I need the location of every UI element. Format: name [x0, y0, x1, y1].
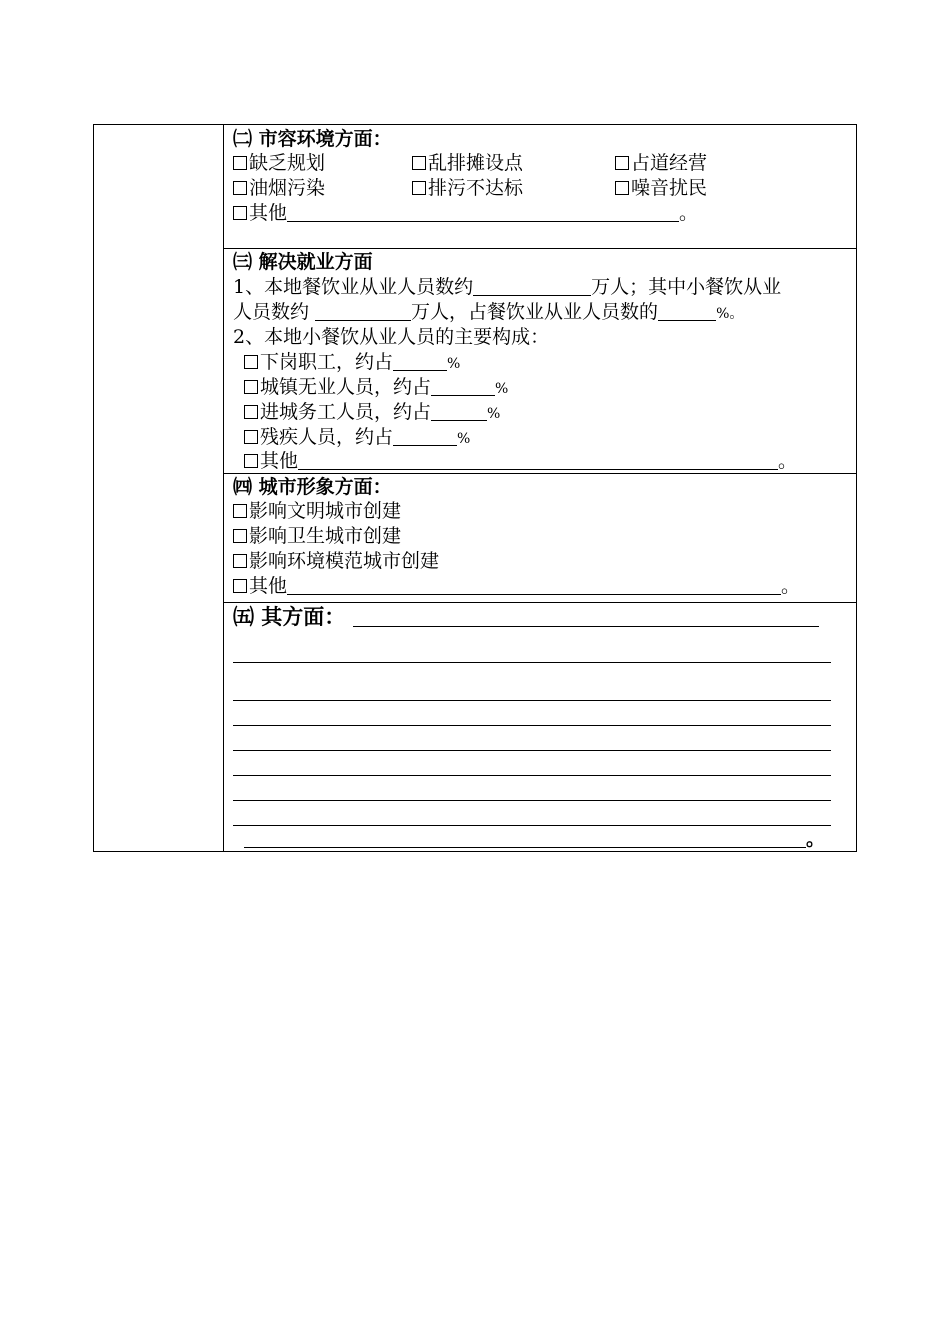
percent-blank[interactable]	[393, 352, 447, 371]
final-answer-line: 。	[244, 827, 850, 851]
checkbox-icon[interactable]	[233, 156, 247, 170]
other-blank-field[interactable]	[298, 451, 778, 470]
survey-form-table	[93, 124, 857, 852]
checkbox-icon[interactable]	[244, 454, 258, 468]
composition-item: 进城务工人员，约占 %	[244, 400, 850, 424]
section-city-image	[224, 474, 856, 603]
checkbox-icon[interactable]	[615, 156, 629, 170]
checkbox-option[interactable]: 油烟污染	[233, 176, 325, 200]
checkbox-icon[interactable]	[615, 181, 629, 195]
total-staff-blank[interactable]	[473, 277, 591, 296]
checkbox-icon[interactable]	[233, 206, 247, 220]
answer-line[interactable]	[233, 825, 831, 826]
answer-line[interactable]	[233, 662, 831, 663]
checkbox-icon[interactable]	[233, 504, 247, 518]
checkbox-icon[interactable]	[244, 405, 258, 419]
answer-line[interactable]	[233, 775, 831, 776]
checkbox-icon[interactable]	[233, 529, 247, 543]
answer-line[interactable]	[353, 608, 819, 627]
question-1-line-1: 1、本地餐饮业从业人员数约 万人；其中小餐饮从业	[233, 276, 782, 298]
checkbox-icon[interactable]	[233, 181, 247, 195]
section-title: ㈤ 其方面：	[233, 604, 850, 630]
options-row-1	[233, 151, 850, 175]
other-blank-field[interactable]	[287, 203, 679, 222]
checkbox-option[interactable]: 影响文明城市创建	[233, 499, 850, 523]
checkbox-option[interactable]: 影响卫生城市创建	[233, 524, 850, 548]
composition-item: 下岗职工，约占 %	[244, 350, 850, 374]
checkbox-icon[interactable]	[233, 554, 247, 568]
question-2: 2、本地小餐饮从业人员的主要构成：	[233, 326, 550, 348]
checkbox-option[interactable]: 排污不达标	[412, 176, 523, 200]
other-row: 其他 。	[244, 449, 850, 473]
section-employment	[224, 249, 856, 474]
options-row-2	[233, 176, 850, 200]
checkbox-option[interactable]: 噪音扰民	[615, 176, 707, 200]
section-city-appearance	[224, 125, 856, 249]
checkbox-option[interactable]: 乱排摊设点	[412, 151, 523, 175]
other-blank-field[interactable]	[287, 576, 781, 595]
answer-line[interactable]	[233, 800, 831, 801]
answer-line[interactable]	[233, 750, 831, 751]
left-label-column	[94, 125, 224, 851]
question-1-line-2: 人员数约 万人，占餐饮业从业人员数的 %。	[233, 301, 744, 323]
checkbox-icon[interactable]	[244, 355, 258, 369]
other-row: 其他 。	[233, 574, 850, 598]
checkbox-icon[interactable]	[412, 156, 426, 170]
checkbox-option[interactable]: 占道经营	[615, 151, 707, 175]
checkbox-icon[interactable]	[244, 430, 258, 444]
checkbox-icon[interactable]	[244, 380, 258, 394]
checkbox-option[interactable]: 缺乏规划	[233, 151, 325, 175]
percent-blank[interactable]	[431, 377, 495, 396]
ratio-blank[interactable]	[658, 302, 716, 321]
section-title: ㈡ 市容环境方面：	[233, 128, 392, 150]
composition-item: 残疾人员，约占 %	[244, 425, 850, 449]
checkbox-icon[interactable]	[412, 181, 426, 195]
checkbox-option[interactable]: 影响环境模范城市创建	[233, 549, 850, 573]
composition-item: 城镇无业人员，约占 %	[244, 375, 850, 399]
small-staff-blank[interactable]	[315, 302, 411, 321]
answer-line[interactable]	[233, 700, 831, 701]
percent-blank[interactable]	[431, 402, 487, 421]
section-title: ㈣ 城市形象方面：	[233, 476, 392, 498]
percent-blank[interactable]	[393, 427, 457, 446]
other-row: 其他 。	[233, 201, 850, 225]
section-title: ㈢ 解决就业方面	[233, 251, 373, 273]
answer-line[interactable]	[244, 827, 806, 848]
checkbox-icon[interactable]	[233, 579, 247, 593]
answer-line[interactable]	[233, 725, 831, 726]
section-other	[224, 603, 856, 853]
